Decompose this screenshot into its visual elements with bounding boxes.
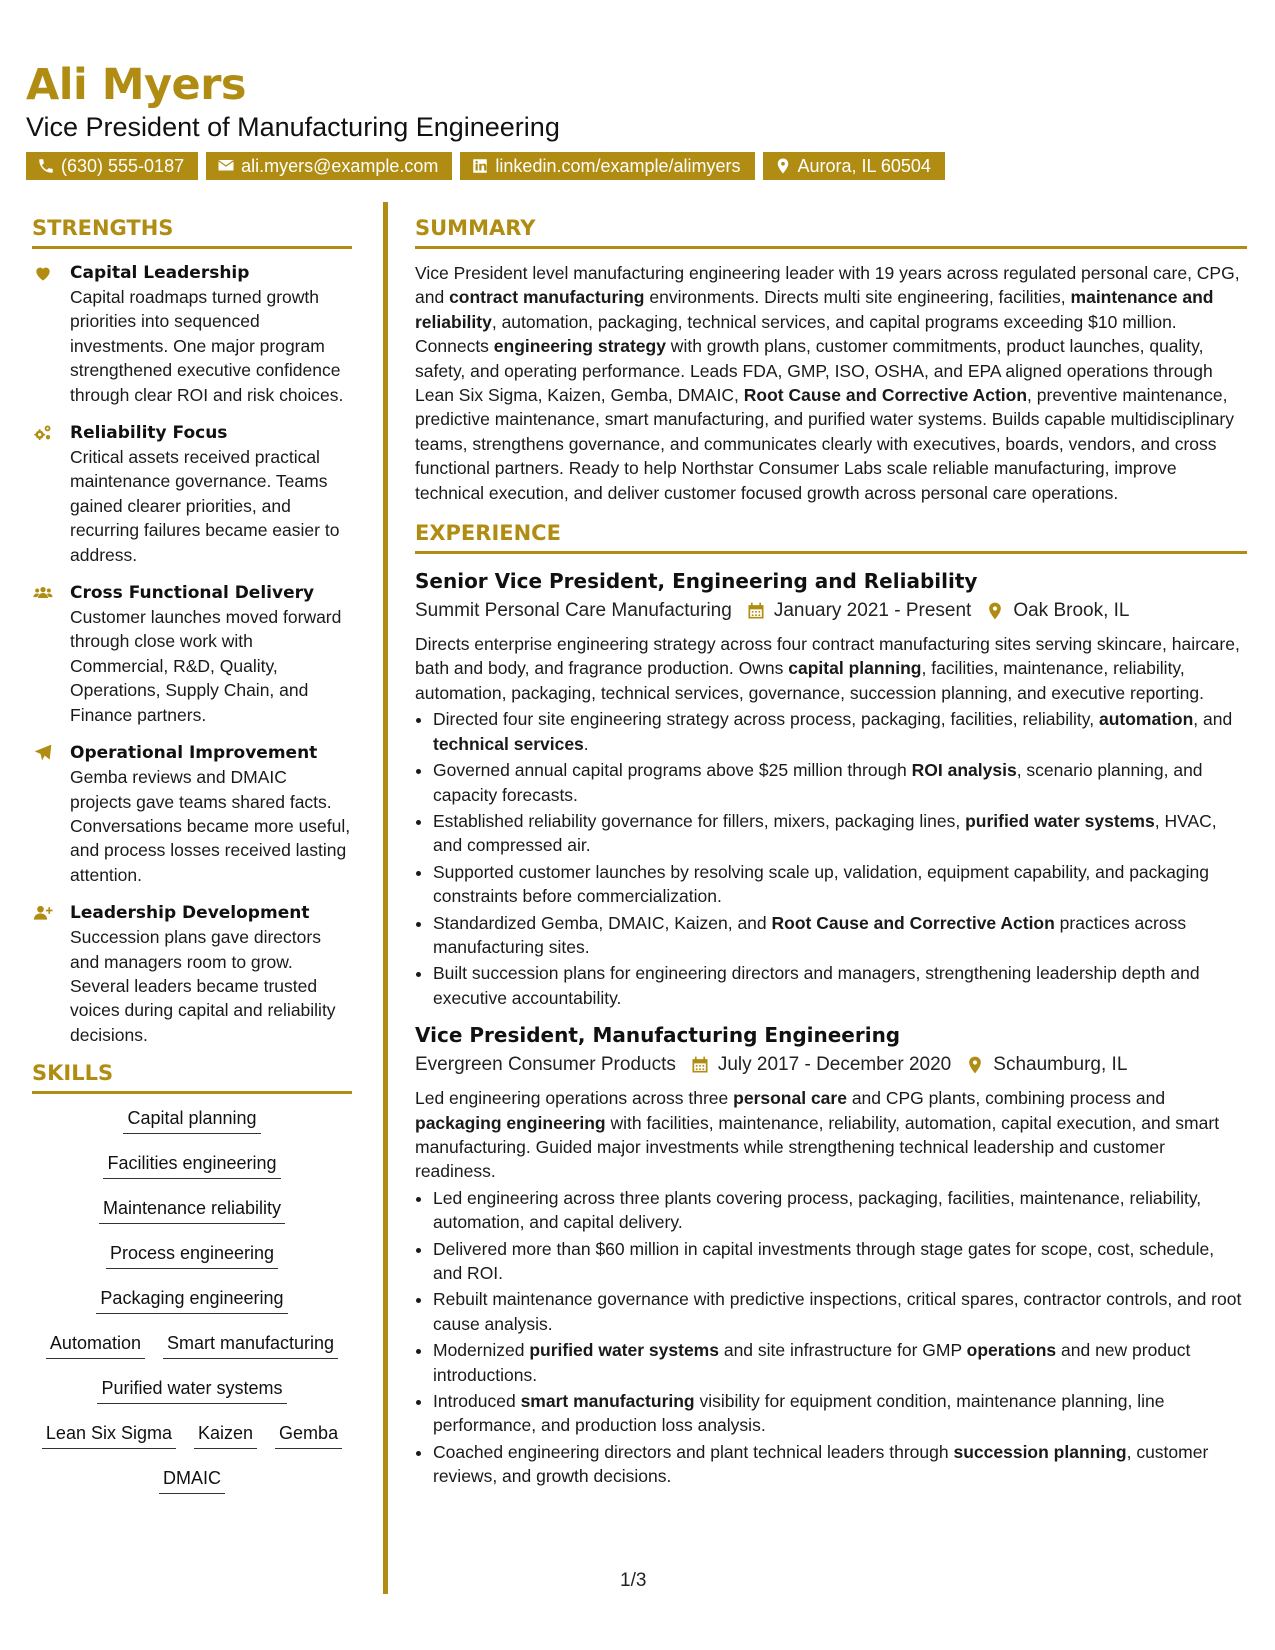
skill-row xyxy=(159,1466,225,1511)
strength-desc: Succession plans gave directors and managers room to grow. Several leaders became trusted voices during capital and reliability decisions. xyxy=(70,927,336,1045)
email-chip[interactable] xyxy=(206,152,452,180)
text-run: Directs enterprise engineering strategy across four contract manufacturing sites serving skincare, haircare, bath and body, and fragrance production. Owns xyxy=(415,634,1240,679)
phone-chip[interactable] xyxy=(26,152,198,180)
map-pin-icon xyxy=(965,1055,985,1075)
bold-text: Root Cause and Corrective Action xyxy=(743,385,1028,406)
job-title: Senior Vice President, Engineering and Reliability xyxy=(415,569,978,594)
text-run: and CPG plants, combining process and xyxy=(846,1088,1166,1109)
bold-text: succession planning xyxy=(953,1441,1127,1462)
contact-bar xyxy=(26,152,945,180)
text-run: Led engineering operations across three xyxy=(415,1088,734,1109)
skill-row xyxy=(99,1196,285,1241)
text-run: visibility for equipment condition, maintenance planning, line performance, and production loss analysis. xyxy=(433,1391,1165,1436)
job-description xyxy=(415,632,1247,705)
job-entry xyxy=(415,566,1247,1010)
bold-text: operations xyxy=(966,1340,1057,1361)
skill-tag: Kaizen xyxy=(194,1421,257,1449)
text-run: Vice President level manufacturing engineering leader with 19 years across regulated personal care, CPG, and xyxy=(415,263,1240,308)
strength-item xyxy=(32,741,352,887)
job-entry xyxy=(415,1020,1247,1489)
skill-row xyxy=(123,1106,260,1151)
bold-text: purified water systems xyxy=(965,810,1155,831)
text-run: Governed annual capital programs above $25 million through xyxy=(433,760,912,781)
heart-icon xyxy=(32,263,54,283)
text-run: and site infrastructure for GMP xyxy=(718,1340,967,1361)
text-run: and new product introductions. xyxy=(433,1340,1191,1385)
skill-row xyxy=(97,1376,286,1421)
skill-tag: Smart manufacturing xyxy=(163,1331,338,1359)
bullet-item xyxy=(433,911,1247,960)
bullet-item xyxy=(433,1186,1247,1235)
strengths-heading: STRENGTHS xyxy=(32,216,352,249)
bold-text: engineering strategy xyxy=(493,336,666,357)
linkedin-text: linkedin.com/example/alimyers xyxy=(495,155,741,176)
text-run: , facilities, maintenance, reliability, automation, packaging, technical services, governance, succession planning, and executive reporting. xyxy=(415,658,1204,703)
company-name: Summit Personal Care Manufacturing xyxy=(415,600,732,622)
experience-heading: EXPERIENCE xyxy=(415,521,1247,554)
bullet-item xyxy=(433,961,1247,1010)
job-bullets xyxy=(415,1186,1247,1489)
strength-desc: Capital roadmaps turned growth priorities into sequenced investments. One major program strengthened executive confidence through clear ROI and risk choices. xyxy=(70,287,344,405)
skill-tag: DMAIC xyxy=(159,1466,225,1494)
bold-text: packaging engineering xyxy=(415,1112,606,1133)
strength-item xyxy=(32,261,352,407)
bullet-item xyxy=(433,758,1247,807)
job-dates: July 2017 - December 2020 xyxy=(717,1054,952,1076)
skill-row xyxy=(42,1421,342,1466)
linkedin-icon xyxy=(471,157,489,175)
text-run: Modernized xyxy=(433,1340,530,1361)
bullet-item xyxy=(433,1338,1247,1387)
skill-row xyxy=(46,1331,338,1376)
bold-text: automation xyxy=(1098,709,1194,730)
bold-text: personal care xyxy=(733,1088,847,1109)
text-run: Introduced xyxy=(433,1391,521,1412)
text-run: Established reliability governance for fillers, mixers, packaging lines, xyxy=(433,810,966,831)
text-run: environments. Directs multi site engineering, facilities, xyxy=(644,287,1071,308)
text-run: . xyxy=(583,733,589,754)
skill-row xyxy=(96,1286,287,1331)
text-run: Built succession plans for engineering directors and managers, strengthening leadership depth and executive accountability. xyxy=(433,963,1200,1008)
skill-tag: Automation xyxy=(46,1331,145,1359)
candidate-name: Ali Myers xyxy=(26,60,247,110)
bold-text: maintenance and reliability xyxy=(415,287,1214,332)
location-text: Aurora, IL 60504 xyxy=(797,155,931,176)
job-bullets xyxy=(415,707,1247,1010)
map-pin-icon xyxy=(985,601,1005,621)
company-name: Evergreen Consumer Products xyxy=(415,1054,676,1076)
users-icon xyxy=(32,583,54,603)
skill-tag: Facilities engineering xyxy=(103,1151,280,1179)
page-number: 1/3 xyxy=(620,1570,647,1591)
skill-tag: Packaging engineering xyxy=(96,1286,287,1314)
strength-desc: Critical assets received practical maintenance governance. Teams gained clearer priorities, and recurring failures became easier to address. xyxy=(70,447,340,565)
text-run: Delivered more than $60 million in capital investments through stage gates for scope, cost, schedule, and ROI. xyxy=(433,1238,1215,1283)
strength-desc: Gemba reviews and DMAIC projects gave teams shared facts. Conversations became more useful, and process losses received lasting attention. xyxy=(70,767,351,885)
right-column xyxy=(415,216,1247,1499)
paper-plane-icon xyxy=(32,743,54,763)
text-run: Directed four site engineering strategy across process, packaging, facilities, reliability, xyxy=(433,709,1099,730)
strength-title: Cross Functional Delivery xyxy=(70,583,315,604)
strength-desc: Customer launches moved forward through close work with Commercial, R&D, Quality, Operations, Supply Chain, and Finance partners. xyxy=(70,607,342,725)
text-run: Supported customer launches by resolving scale up, validation, equipment capability, and packaging constraints before commercialization. xyxy=(433,861,1209,907)
phone-icon xyxy=(37,157,55,175)
experience-list xyxy=(415,566,1247,1489)
skill-row xyxy=(106,1241,278,1286)
envelope-icon xyxy=(217,157,235,175)
skills-list xyxy=(32,1106,352,1511)
text-run: , automation, packaging, technical services, and capital programs exceeding $10 million. Connects xyxy=(415,311,1177,357)
strength-title: Reliability Focus xyxy=(70,423,228,444)
text-run: Standardized Gemba, DMAIC, Kaizen, and xyxy=(433,912,772,933)
text-run: Led engineering across three plants covering process, packaging, facilities, maintenance, reliability, automation, and capital delivery. xyxy=(433,1187,1202,1233)
strength-title: Leadership Development xyxy=(70,903,310,924)
skill-tag: Capital planning xyxy=(123,1106,260,1134)
job-meta xyxy=(415,1050,1247,1080)
text-run: , and xyxy=(1193,709,1233,730)
linkedin-chip[interactable] xyxy=(460,152,754,180)
bold-text: contract manufacturing xyxy=(449,287,645,308)
text-run: , HVAC, and compressed air. xyxy=(433,810,1217,856)
bold-text: purified water systems xyxy=(529,1340,719,1361)
strength-title: Operational Improvement xyxy=(70,743,318,764)
job-location: Oak Brook, IL xyxy=(1013,600,1130,622)
skill-tag: Gemba xyxy=(275,1421,342,1449)
candidate-role: Vice President of Manufacturing Engineering xyxy=(26,112,560,142)
text-run: , customer reviews, and growth decisions. xyxy=(433,1441,1209,1487)
text-run: with facilities, maintenance, reliability, automation, capital execution, and smart manufacturing. Guided major investments while strengthening technical leadership and customer readiness. xyxy=(415,1112,1220,1182)
strength-item xyxy=(32,901,352,1047)
job-location: Schaumburg, IL xyxy=(993,1054,1128,1076)
bold-text: Root Cause and Corrective Action xyxy=(771,912,1055,933)
text-run: Rebuilt maintenance governance with predictive inspections, critical spares, contractor controls, and root cause analysis. xyxy=(433,1289,1242,1334)
gears-icon xyxy=(32,423,54,443)
bold-text: ROI analysis xyxy=(911,760,1017,781)
email-text: ali.myers@example.com xyxy=(241,155,439,176)
summary-heading: SUMMARY xyxy=(415,216,1247,249)
bold-text: capital planning xyxy=(788,658,922,679)
location-chip[interactable] xyxy=(763,152,945,180)
text-run: , scenario planning, and capacity forecasts. xyxy=(433,760,1203,805)
bullet-item xyxy=(433,1440,1247,1489)
skill-tag: Process engineering xyxy=(106,1241,278,1269)
text-run: Coached engineering directors and plant technical leaders through xyxy=(433,1441,954,1462)
map-pin-icon xyxy=(774,157,792,175)
job-description xyxy=(415,1086,1247,1184)
strength-item xyxy=(32,421,352,567)
text-run: practices across manufacturing sites. xyxy=(433,912,1187,957)
text-run: , preventive maintenance, predictive maintenance, smart manufacturing, and purified water systems. Builds capable multidisciplinary teams, strengthens governance, and communicates clearly with executives, boards, vendors, and cross functional partners. Ready to help Northstar Consumer Labs scale reliable manufacturing, improve technical execution, and deliver customer focused growth across personal care operations. xyxy=(415,385,1234,503)
skills-heading: SKILLS xyxy=(32,1061,352,1094)
bullet-item xyxy=(433,1389,1247,1438)
summary-text xyxy=(415,261,1247,505)
skill-tag: Lean Six Sigma xyxy=(42,1421,176,1449)
bullet-item xyxy=(433,1237,1247,1286)
job-meta xyxy=(415,596,1247,626)
bullet-item xyxy=(433,809,1247,858)
skill-tag: Maintenance reliability xyxy=(99,1196,285,1224)
skill-row xyxy=(103,1151,280,1196)
strength-item xyxy=(32,581,352,727)
bullet-item xyxy=(433,860,1247,909)
column-divider xyxy=(383,202,388,1594)
calendar-icon xyxy=(746,601,766,621)
strength-title: Capital Leadership xyxy=(70,263,250,283)
left-column xyxy=(32,216,352,1511)
bold-text: technical services xyxy=(433,733,584,754)
phone-text: (630) 555-0187 xyxy=(61,155,185,176)
job-dates: January 2021 - Present xyxy=(773,600,972,622)
bullet-item xyxy=(433,707,1247,756)
job-title: Vice President, Manufacturing Engineering xyxy=(415,1023,901,1048)
text-run: with growth plans, customer commitments, product launches, quality, safety, and operating performance. Leads FDA, GMP, ISO, OSHA, and EPA aligned operations through Lean Six Sigma, Kaizen, Gemba, DMAIC, xyxy=(415,336,1213,406)
skill-tag: Purified water systems xyxy=(97,1376,286,1404)
bold-text: smart manufacturing xyxy=(520,1391,695,1412)
calendar-icon xyxy=(690,1055,710,1075)
bullet-item xyxy=(433,1287,1247,1336)
user-plus-icon xyxy=(32,903,54,923)
